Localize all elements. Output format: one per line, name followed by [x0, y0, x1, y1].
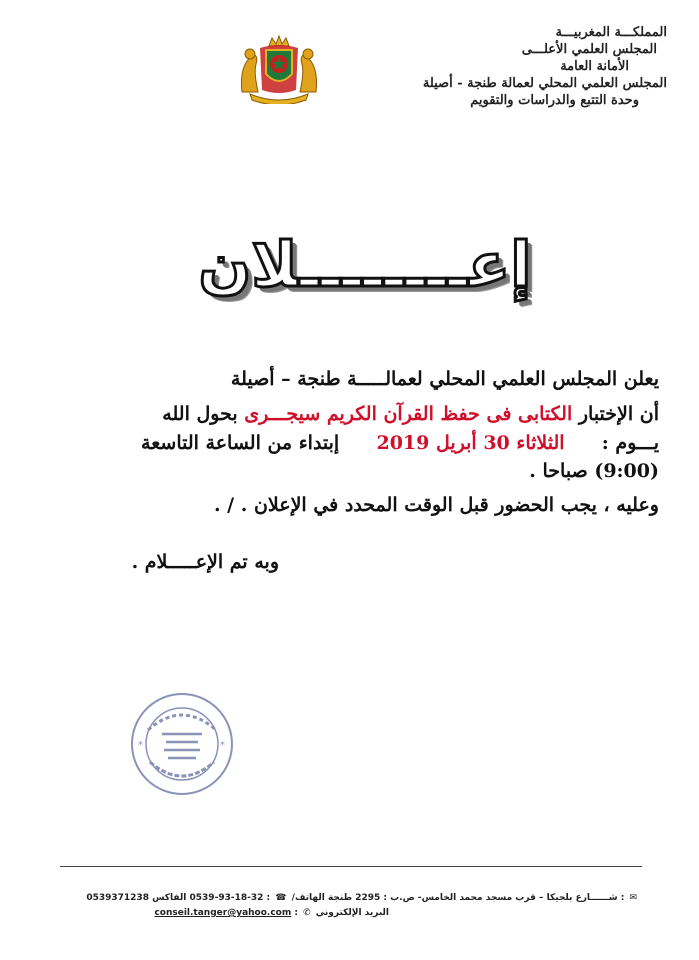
body-line-4: (9:00) صباحا . — [529, 460, 659, 482]
exam-name: الكتابى فى حفظ القرآن الكريم — [326, 403, 573, 425]
footer-phone: : 32-18-93-0539 — [189, 893, 271, 903]
day-label: يـــوم : — [601, 432, 659, 454]
svg-text:*: * — [220, 740, 225, 751]
svg-text:*: * — [138, 740, 143, 751]
body-line-1: يعلن المجلس العلمي المحلي لعمالـــــة طنجة – أصيلة — [230, 368, 659, 390]
body-line-3 — [39, 432, 659, 454]
official-stamp-icon — [128, 690, 236, 798]
exam-held: سيجـــرى — [244, 403, 321, 425]
envelope-icon: ✉ — [629, 893, 637, 903]
start-time-text: إبتداء من الساعة التاسعة — [141, 432, 340, 454]
footer-contact — [39, 893, 639, 903]
body-line-5: وعليه ، يجب الحضور قبل الوقت المحدد في الإعلان . / . — [213, 494, 659, 516]
header-secretariat: الأمانة العامة — [560, 59, 629, 74]
footer-address: : شــــــارع بلجيكا – قرب مسجد محمد الخامس- ص.ب : 2295 طنجة الهاتف/ — [291, 893, 625, 903]
mail-icon: ✆ — [303, 908, 311, 918]
header-unit: وحدة التتبع والدراسات والتقويم — [470, 93, 639, 108]
coat-of-arms-icon — [236, 34, 322, 104]
exam-god-willing: بحول الله — [162, 403, 238, 425]
footer-email-line: البريد الإلكتروني ✆ : conseil.tanger@yahoo.com — [154, 908, 389, 918]
announcement-title: إعــــــــلان — [198, 228, 532, 301]
header-local-council: المجلس العلمي المحلي لعمالة طنجة - أصيلة — [422, 76, 667, 91]
exam-date: الثلاثاء 30 أبريل 2019 — [376, 432, 565, 454]
body-line-6: وبه تم الإعـــــلام . — [131, 551, 279, 573]
header-kingdom: المملكـــة المغربيـــة — [555, 25, 667, 40]
footer-fax: الفاكس 0539371238 — [86, 893, 187, 903]
header-supreme-council: المجلس العلمي الأعلـــى — [521, 42, 657, 57]
footer-email[interactable]: conseil.tanger@yahoo.com — [154, 908, 292, 918]
body-line-2 — [39, 403, 659, 425]
footer-divider — [60, 866, 642, 867]
letterhead — [367, 24, 667, 109]
exam-prefix: أن الإختبار — [578, 403, 659, 425]
phone-icon: ☎ — [275, 893, 287, 903]
footer-email-label: البريد الإلكتروني — [315, 908, 389, 918]
